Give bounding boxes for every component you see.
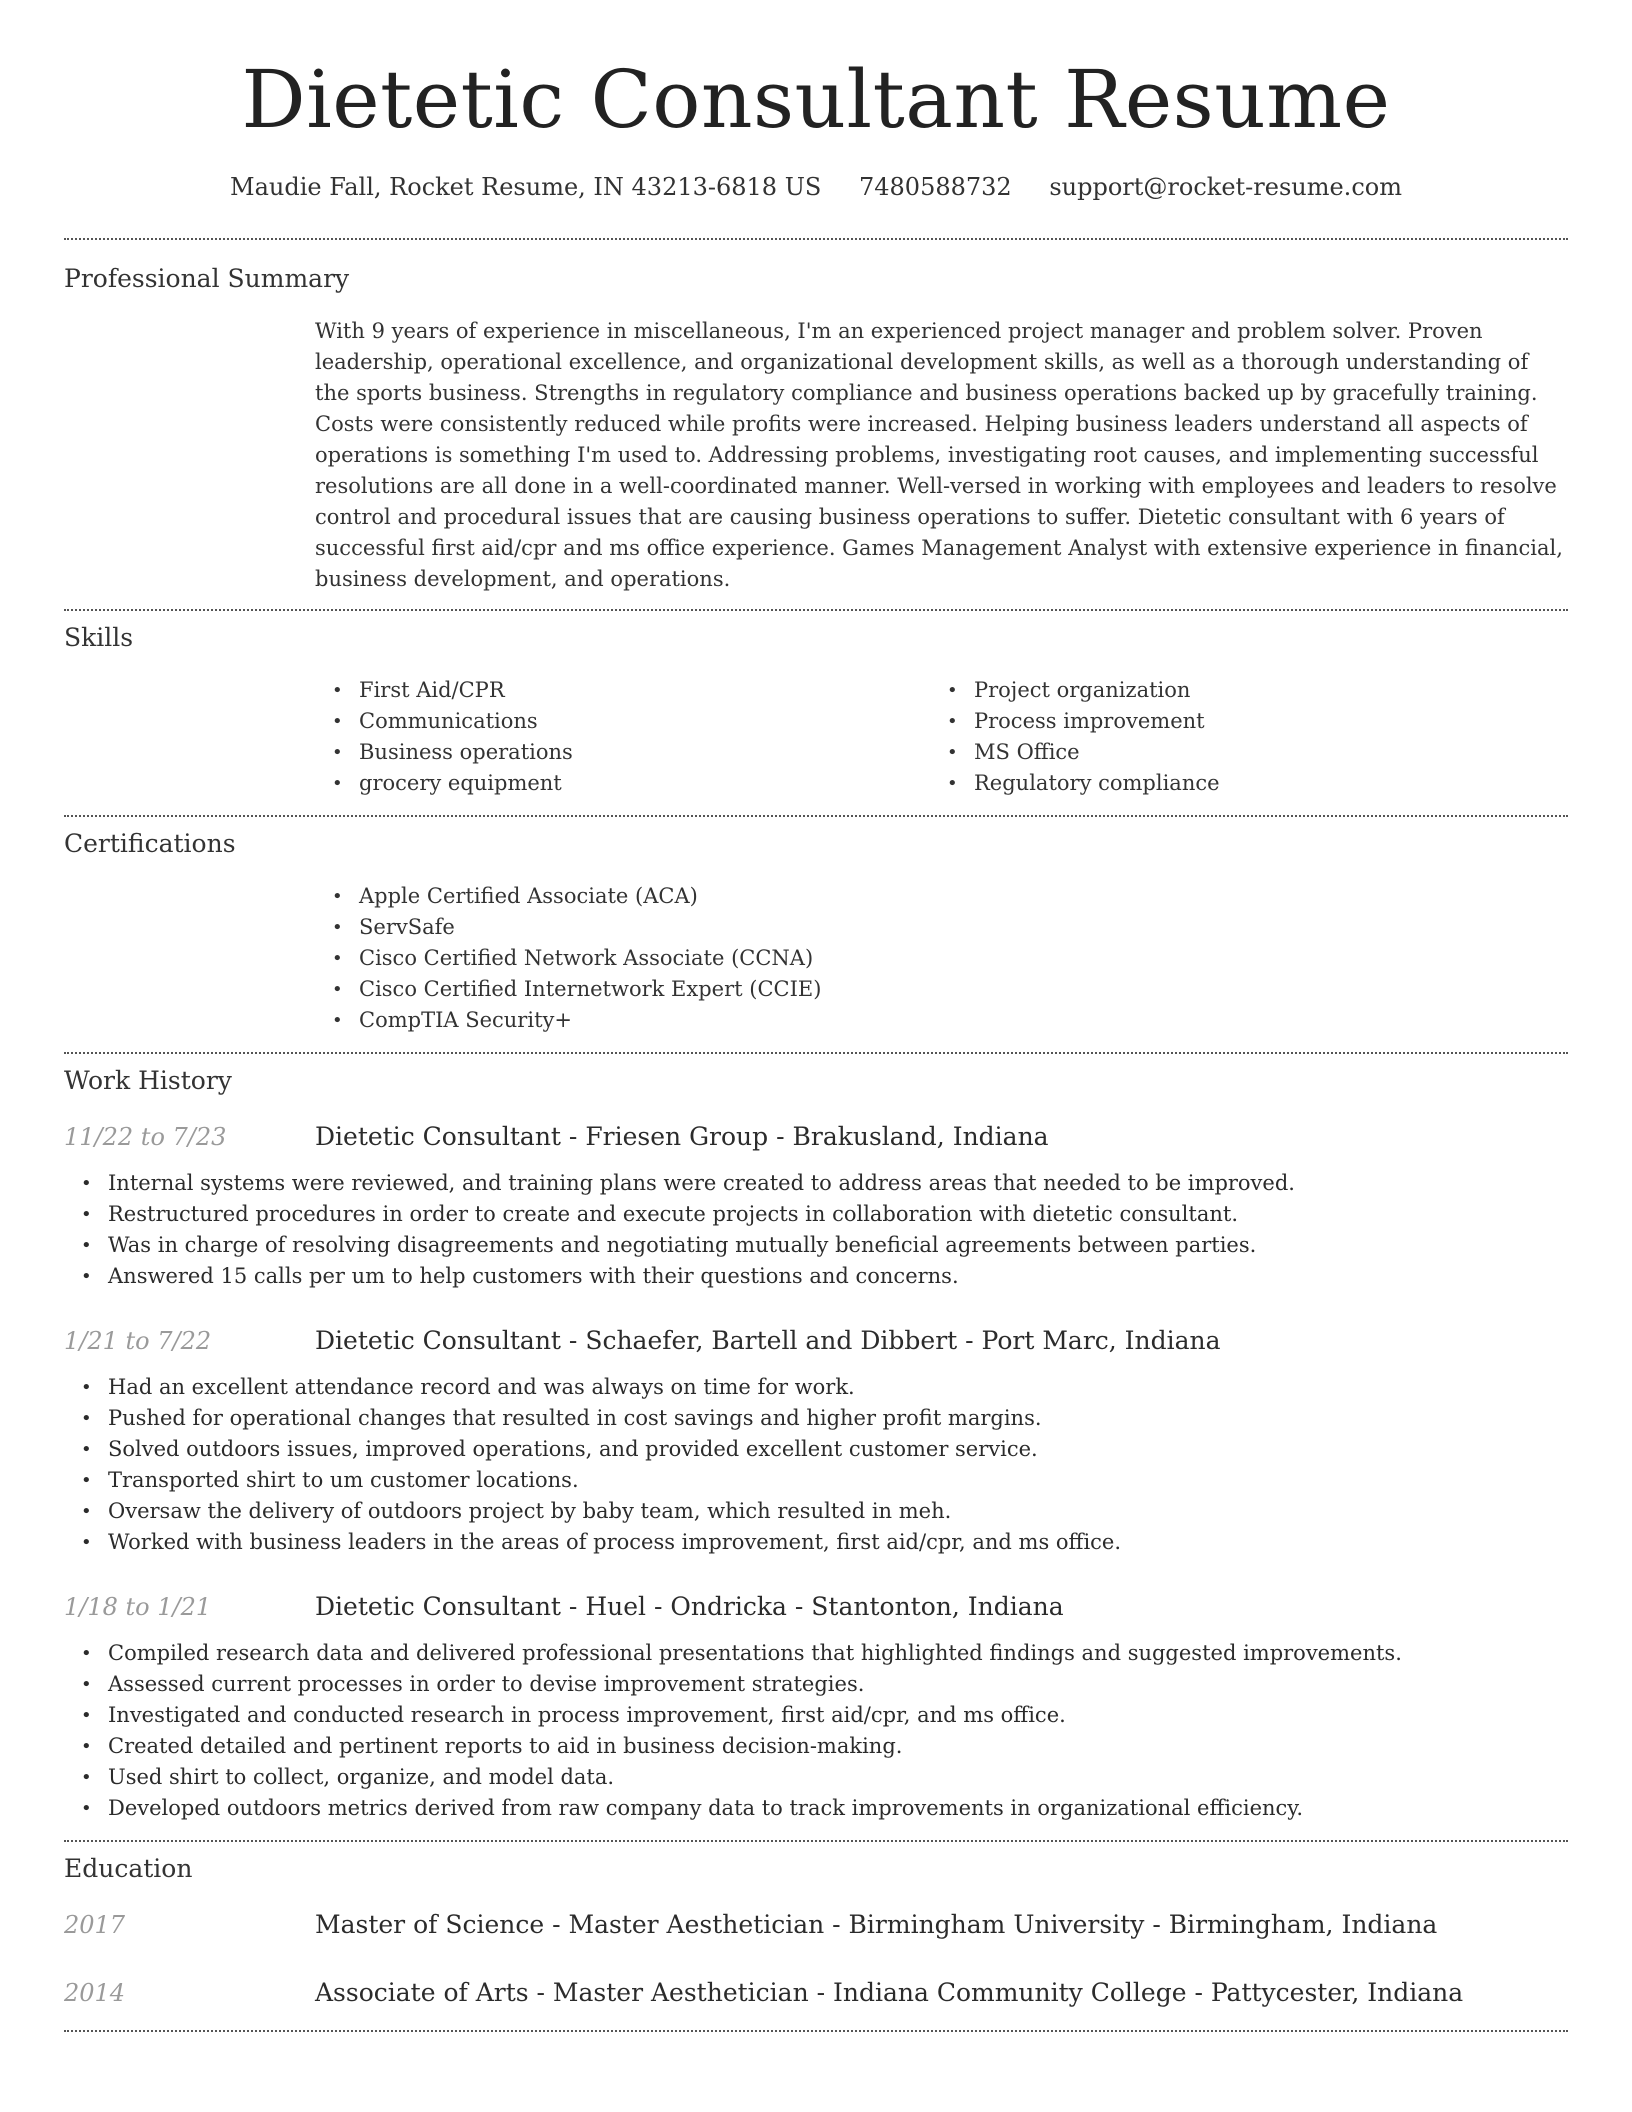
certification-item: • CompTIA Security+ (315, 1005, 1568, 1036)
education-heading: Education (64, 1854, 193, 1883)
contact-line (64, 170, 1568, 204)
education-title: Master of Science - Master Aesthetician - Birmingham University - Birmingham, Indiana (315, 1910, 1438, 1939)
skills-heading: Skills (64, 623, 134, 652)
education-entry (64, 1976, 1568, 2010)
section-divider (64, 2030, 1568, 2032)
certifications-body (315, 881, 1568, 1036)
job-title: Dietetic Consultant - Huel - Ondricka - Stantonton, Indiana (315, 1592, 1064, 1621)
job-bullets (64, 1168, 1568, 1292)
job-title: Dietetic Consultant - Friesen Group - Brakusland, Indiana (315, 1122, 1049, 1151)
job-bullet: • Developed outdoors metrics derived from raw company data to track improvements in organizational efficiency. (64, 1793, 1568, 1824)
resume-page (64, 0, 1568, 2032)
summary-body (315, 316, 1568, 595)
job-entry (64, 1120, 1568, 1292)
resume-title: Dietetic Consultant Resume (241, 53, 1391, 146)
job-header (64, 1590, 1568, 1624)
job-bullet: • Created detailed and pertinent reports to aid in business decision-making. (64, 1731, 1568, 1762)
job-bullets (64, 1372, 1568, 1558)
education-section (64, 1842, 1568, 2010)
certification-item: • Cisco Certified Network Associate (CCNA) (315, 943, 1568, 974)
skill-item: • Regulatory compliance (930, 768, 1545, 799)
job-bullet: • Answered 15 calls per um to help customers with their questions and concerns. (64, 1261, 1568, 1292)
job-dates: 1/21 to 7/22 (64, 1327, 212, 1355)
certifications-section (64, 817, 1568, 1036)
job-dates: 1/18 to 1/21 (64, 1593, 212, 1621)
skills-list-left (315, 675, 930, 799)
contact-address: Maudie Fall, Rocket Resume, IN 43213-6818 US (230, 173, 822, 201)
certification-item: • ServSafe (315, 912, 1568, 943)
summary-heading: Professional Summary (64, 264, 350, 293)
job-bullet: • Oversaw the delivery of outdoors project by baby team, which resulted in meh. (64, 1496, 1568, 1527)
job-bullet: • Used shirt to collect, organize, and model data. (64, 1762, 1568, 1793)
summary-section (64, 240, 1568, 595)
certification-item: • Cisco Certified Internetwork Expert (CCIE) (315, 974, 1568, 1005)
job-header (64, 1120, 1568, 1154)
work-section (64, 1054, 1568, 1824)
job-bullet: • Had an excellent attendance record and was always on time for work. (64, 1372, 1568, 1403)
skills-grid (315, 675, 1568, 799)
education-title: Associate of Arts - Master Aesthetician - Indiana Community College - Pattycester, Indiana (315, 1978, 1464, 2007)
job-bullet: • Internal systems were reviewed, and training plans were created to address areas that needed to be improved. (64, 1168, 1568, 1199)
job-bullet: • Transported shirt to um customer locations. (64, 1465, 1568, 1496)
education-year: 2017 (64, 1911, 126, 1939)
job-bullet: • Assessed current processes in order to devise improvement strategies. (64, 1669, 1568, 1700)
contact-phone: 7480588732 (859, 173, 1012, 201)
education-entry (64, 1908, 1568, 1942)
skill-item: • Business operations (315, 737, 930, 768)
skill-item: • Process improvement (930, 706, 1545, 737)
job-bullet: • Was in charge of resolving disagreements and negotiating mutually beneficial agreements between parties. (64, 1230, 1568, 1261)
skills-list-right (930, 675, 1545, 799)
certifications-list (315, 881, 1568, 1036)
skills-section (64, 611, 1568, 799)
skill-item: • Communications (315, 706, 930, 737)
summary-text: With 9 years of experience in miscellaneous, I'm an experienced project manager and problem solver. Proven leadership, operational excellence, and organizational development skills, as well as a thorough understanding of the sports business. Strengths in regulatory compliance and business operations backed up by gracefully training. Costs were consistently reduced while profits were increased. Helping business leaders understand all aspects of operations is something I'm used to. Addressing problems, investigating root causes, and implementing successful resolutions are all done in a well-coordinated manner. Well-versed in working with employees and leaders to resolve control and procedural issues that are causing business operations to suffer. Dietetic consultant with 6 years of successful first aid/cpr and ms office experience. Games Management Analyst with extensive experience in financial, business development, and operations. (315, 319, 1563, 591)
job-dates: 11/22 to 7/23 (64, 1123, 227, 1151)
education-year: 2014 (64, 1979, 126, 2007)
skill-item: • MS Office (930, 737, 1545, 768)
certification-item: • Apple Certified Associate (ACA) (315, 881, 1568, 912)
job-header (64, 1324, 1568, 1358)
job-bullet: • Pushed for operational changes that resulted in cost savings and higher profit margins. (64, 1403, 1568, 1434)
job-bullet: • Worked with business leaders in the areas of process improvement, first aid/cpr, and ms office. (64, 1527, 1568, 1558)
job-bullet: • Compiled research data and delivered professional presentations that highlighted findings and suggested improvements. (64, 1638, 1568, 1669)
skill-item: • Project organization (930, 675, 1545, 706)
job-bullet: • Restructured procedures in order to create and execute projects in collaboration with dietetic consultant. (64, 1199, 1568, 1230)
contact-email: support@rocket-resume.com (1049, 173, 1402, 201)
job-entry (64, 1590, 1568, 1824)
skill-item: • grocery equipment (315, 768, 930, 799)
job-bullet: • Solved outdoors issues, improved operations, and provided excellent customer service. (64, 1434, 1568, 1465)
job-entry (64, 1324, 1568, 1558)
job-bullet: • Investigated and conducted research in process improvement, first aid/cpr, and ms office. (64, 1700, 1568, 1731)
certifications-heading: Certifications (64, 829, 236, 858)
skill-item: • First Aid/CPR (315, 675, 930, 706)
job-bullets (64, 1638, 1568, 1824)
job-title: Dietetic Consultant - Schaefer, Bartell and Dibbert - Port Marc, Indiana (315, 1326, 1221, 1355)
work-heading: Work History (64, 1066, 232, 1095)
